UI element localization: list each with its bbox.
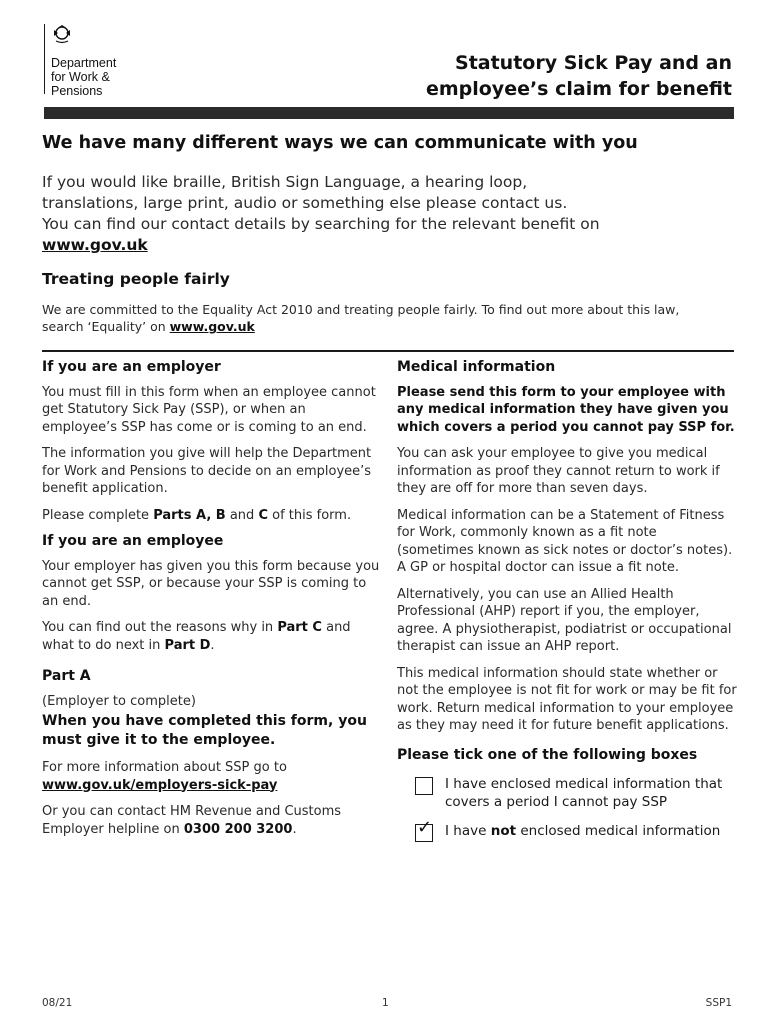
- treating-fairly-text: We are committed to the Equality Act 2010 and treating people fairly. To find out more about this law, search ‘Equality’ on www.gov.uk: [42, 302, 680, 334]
- employer-paragraph-2: The information you give will help the Department for Work and Pensions to decide on an employee’s benefit application.: [42, 446, 372, 496]
- medical-paragraph-4: This medical information should state whether or not the employee is not fit for work or may be fit for work. Return medical information to your employee as they may need it for future benefit applications.: [397, 665, 737, 733]
- employer-paragraph-3: Please complete Parts A, B and C of this form.: [42, 507, 352, 523]
- not-enclosed-label: I have not enclosed medical information: [445, 823, 721, 839]
- option-enclosed[interactable]: [415, 776, 737, 811]
- ssp-info-text: For more information about SSP go to www.gov.uk/employers-sick-pay: [42, 760, 287, 793]
- medical-paragraph-3: Alternatively, you can use an Allied Health Professional (AHP) report if you, the employer, agree. A physiotherapist, podiatrist or occupational therapist can issue an AHP report.: [397, 586, 732, 654]
- royal-crest-icon: [51, 24, 73, 44]
- document-title: Statutory Sick Pay and an employee’s claim for benefit: [425, 52, 732, 100]
- part-a-subtitle: (Employer to complete): [42, 693, 196, 709]
- header-banner: [44, 107, 734, 119]
- medical-lead: Please send this form to your employee with any medical information they have given you which covers a period you cannot pay SSP for.: [397, 384, 735, 435]
- gov-uk-equality-link[interactable]: www.gov.uk: [169, 319, 255, 334]
- right-column: [397, 359, 737, 842]
- form-date: 08/21: [42, 997, 73, 1009]
- not-enclosed-checkbox[interactable]: [415, 817, 433, 842]
- department-name: Department for Work & Pensions: [51, 56, 117, 98]
- form-code: SSP1: [705, 997, 732, 1009]
- employee-paragraph-2: You can find out the reasons why in Part C and what to do next in Part D.: [42, 620, 351, 653]
- gov-uk-link[interactable]: www.gov.uk: [42, 236, 148, 254]
- option-not-enclosed[interactable]: [415, 817, 737, 842]
- page-number: 1: [382, 997, 389, 1009]
- part-a-heading: Part A: [42, 668, 91, 684]
- medical-paragraph-2: Medical information can be a Statement of Fitness for Work, commonly known as a fit note (sometimes known as sick notes or doctor’s notes). A GP or hospital doctor can issue a fit note.: [397, 507, 733, 575]
- medical-paragraph-1: You can ask your employee to give you medical information as proof they cannot return to work if they are off for more than seven days.: [397, 446, 720, 496]
- helpline-number: 0300 200 3200: [183, 821, 293, 837]
- medical-heading: Medical information: [397, 359, 556, 375]
- communication-heading: We have many different ways we can communicate with you: [42, 133, 638, 153]
- communication-text: If you would like braille, British Sign Language, a hearing loop, translations, large print, audio or something else please contact us. You can find our contact details by searching for the relevant benefit on www.gov.uk: [42, 173, 600, 254]
- employer-heading: If you are an employer: [42, 359, 221, 375]
- enclosed-label: I have enclosed medical information that covers a period I cannot pay SSP: [445, 776, 723, 810]
- treating-fairly-heading: Treating people fairly: [42, 270, 230, 288]
- left-column: [42, 359, 382, 847]
- hmrc-contact-text: Or you can contact HM Revenue and Customs Employer helpline on 0300 200 3200.: [42, 804, 342, 837]
- dwp-logo: [44, 24, 117, 98]
- tick-boxes-heading: Please tick one of the following boxes: [397, 746, 698, 763]
- employee-paragraph-1: Your employer has given you this form because you cannot get SSP, or because your SSP is coming to an end.: [42, 558, 380, 609]
- enclosed-checkbox[interactable]: [415, 777, 433, 795]
- employers-sick-pay-link[interactable]: www.gov.uk/employers-sick-pay: [42, 777, 278, 793]
- employer-paragraph-1: You must fill in this form when an employee cannot get Statutory Sick Pay (SSP), or when an employee’s SSP has come or is coming to an end.: [42, 384, 376, 435]
- section-divider: [42, 350, 734, 352]
- part-a-instruction: When you have completed this form, you must give it to the employee.: [42, 713, 367, 748]
- checkmark-icon: ✓: [417, 817, 433, 838]
- employee-heading: If you are an employee: [42, 533, 224, 549]
